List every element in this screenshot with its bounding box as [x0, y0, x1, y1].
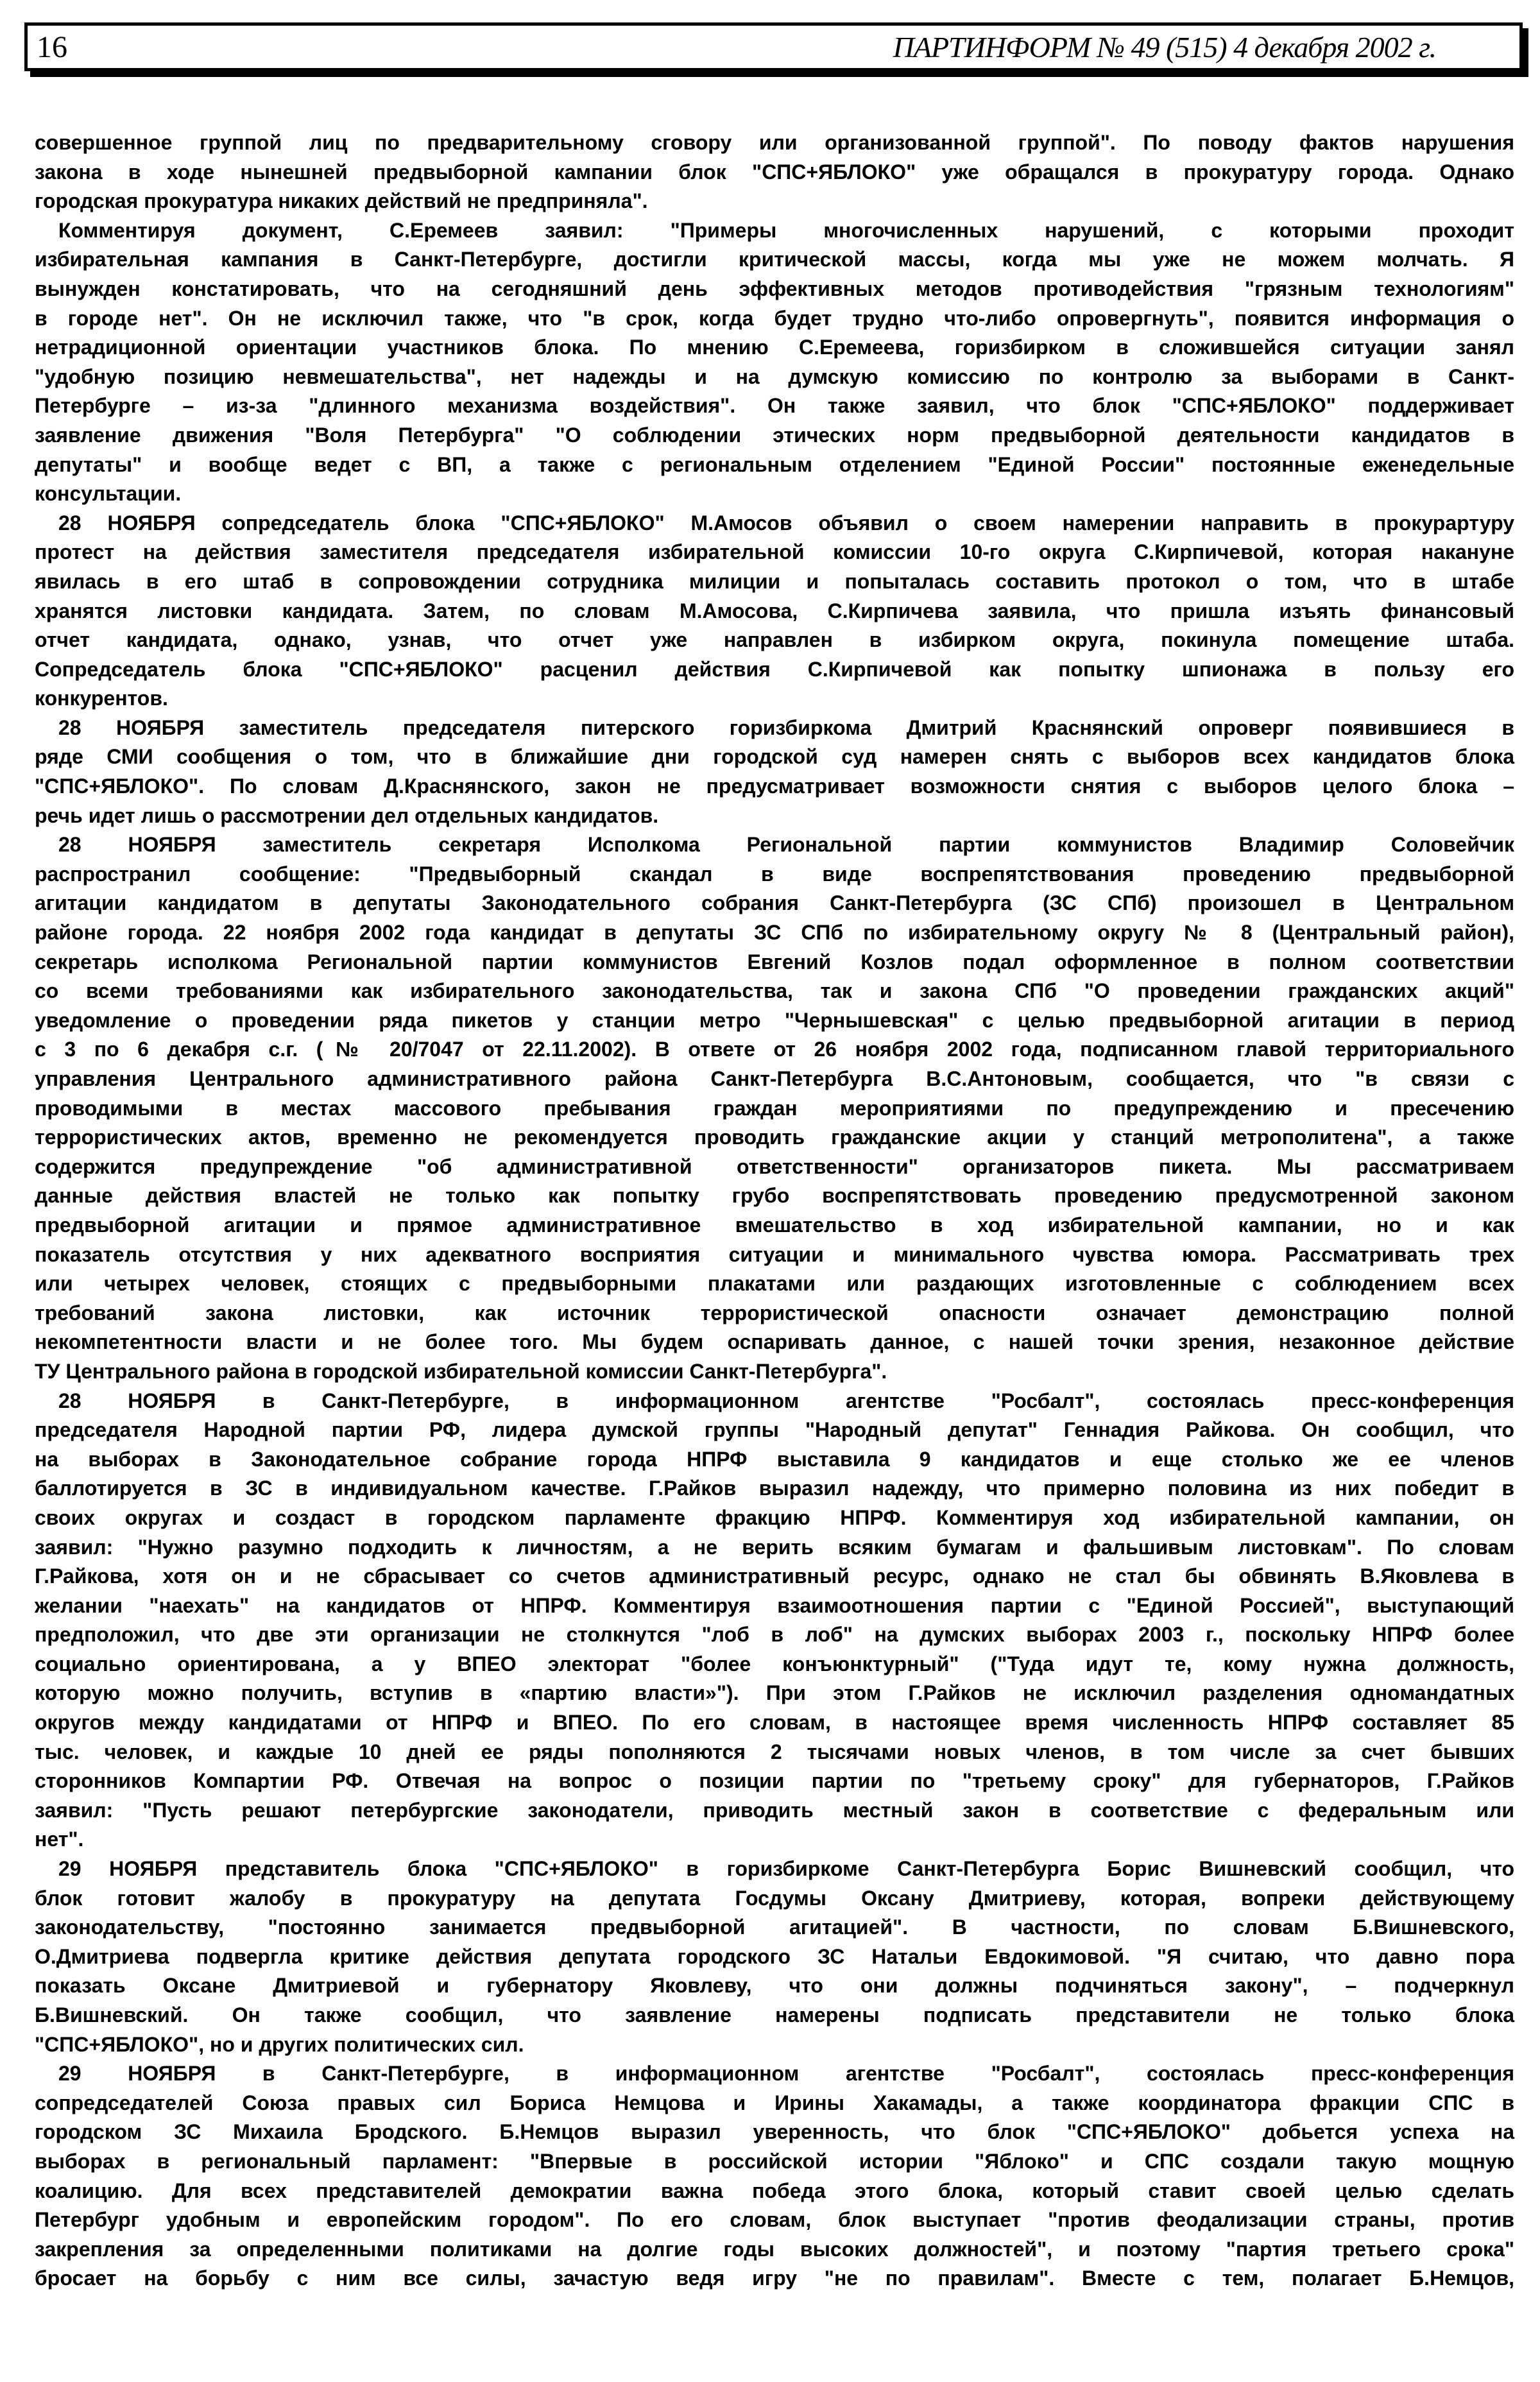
text-line: которую можно получить, вступив в «партию власти»"). При этом Г.Райков не исключил разделения одномандатных — [35, 1681, 1514, 1705]
text-line: районе города. 22 ноября 2002 года кандидат в депутаты ЗС СПб по избирательному округу № 8 (Центральный район), — [35, 921, 1514, 945]
text-line: бросает на борьбу с ним все силы, зачастую ведя игру "не по правилам". Вместе с тем, полагает Б.Немцов, — [35, 2266, 1514, 2290]
paragraph — [35, 1855, 1514, 2059]
text-line: нетрадиционной ориентации участников блока. По мнению С.Еремеева, горизбирком в сложившейся ситуации занял — [35, 336, 1514, 359]
text-line: заявил: "Пусть решают петербургские законодатели, приводить местный закон в соответствие с федеральным или — [35, 1798, 1514, 1822]
text-line: тыс. человек, и каждые 10 дней ее ряды пополняются 2 тысячами новых членов, в том числе за счет бывших — [35, 1740, 1514, 1763]
text-line: 28 НОЯБРЯ сопредседатель блока "СПС+ЯБЛОКО" М.Амосов объявил о своем намерении направить в прокурартуру — [58, 511, 1514, 535]
text-line: городском ЗС Михаила Бродского. Б.Немцов выразил уверенность, что блок "СПС+ЯБЛОКО" добьется успеха на — [35, 2120, 1514, 2144]
text-line: хранятся листовки кандидата. Затем, по словам М.Амосова, С.Кирпичева заявила, что пришла изъять финансовый — [35, 599, 1514, 622]
text-line: вынужден констатировать, что на сегодняшний день эффективных методов противодействия "грязным технологиям" — [35, 277, 1514, 300]
text-line: 28 НОЯБРЯ в Санкт-Петербурге, в информационном агентстве "Росбалт", состоялась пресс-конференция — [58, 1389, 1514, 1412]
text-line: со всеми требованиями как избирательного законодательства, так и закона СПб "О проведении гражданских акций" — [35, 979, 1514, 1003]
text-line: или четырех человек, стоящих с предвыборными плакатами или раздающих изготовленные с соблюдением всех — [35, 1272, 1514, 1296]
text-line: агитации кандидатом в депутаты Законодательного собрания Санкт-Петербурга (ЗС СПб) произошел в Центральном — [35, 891, 1514, 915]
text-line: уведомление о проведении ряда пикетов у станции метро "Чернышевская" с целью предвыборной агитации в период — [35, 1008, 1514, 1032]
text-line: баллотируется в ЗС в индивидуальном качестве. Г.Райков выразил надежду, что примерно половина из них победит в — [35, 1477, 1514, 1500]
text-line: Петербург удобным и европейским городом". По его словам, блок выступает "против феодализации страны, против — [35, 2208, 1514, 2232]
text-line: сторонников Компартии РФ. Отвечая на вопрос о позиции партии по "третьему сроку" для губернаторов, Г.Райков — [35, 1769, 1514, 1793]
text-line: блок готовит жалобу в прокуратуру на депутата Госдумы Оксану Дмитриеву, которая, вопреки действующему — [35, 1886, 1514, 1910]
text-line: ряде СМИ сообщения о том, что в ближайшие дни городской суд намерен снять с выборов всех кандидатов блока — [35, 745, 1514, 769]
text-line: отчет кандидата, однако, узнав, что отчет уже направлен в избирком округа, покинула помещение штаба. — [35, 628, 1514, 652]
text-line: заявление движения "Воля Петербурга" "О соблюдении этических норм предвыборной деятельности кандидатов в — [35, 423, 1514, 447]
text-line: речь идет лишь о рассмотрении дел отдельных кандидатов. — [35, 803, 659, 827]
text-line: председателя Народной партии РФ, лидера думской группы "Народный депутат" Геннадия Райкова. Он сообщил, что — [35, 1418, 1514, 1442]
paragraph — [35, 830, 1514, 1386]
text-line: 28 НОЯБРЯ заместитель председателя питерского горизбиркома Дмитрий Краснянский опроверг появившиеся в — [58, 715, 1514, 739]
text-line: законодательству, "постоянно занимается предвыборной агитацией". В частности, по словам Б.Вишневского, — [35, 1915, 1514, 1939]
publication-title: ПАРТИНФОРМ № 49 (515) 4 декабря 2002 г. — [893, 31, 1436, 64]
text-line: закрепления за определенными политиками на долгие годы высоких должностей", и поэтому "партия третьего срока" — [35, 2237, 1514, 2261]
text-line: показатель отсутствия у них адекватного восприятия ситуации и минимального чувства юмора. Рассматривать трех — [35, 1242, 1514, 1266]
text-line: на выборах в Законодательное собрание города НПРФ выставила 9 кандидатов и еще столько же ее членов — [35, 1447, 1514, 1471]
paragraph — [35, 714, 1514, 830]
text-line: 28 НОЯБРЯ заместитель секретаря Исполкома Региональной партии коммунистов Владимир Соловейчик — [58, 833, 1514, 857]
text-line: желании "наехать" на кандидатов от НПРФ. Комментируя взаимоотношения партии с "Единой Россией", выступающий — [35, 1593, 1514, 1617]
text-line: "СПС+ЯБЛОКО", но и других политических сил. — [35, 2032, 524, 2056]
text-line: конкурентов. — [35, 687, 168, 710]
paragraph — [35, 509, 1514, 714]
text-line: в городе нет". Он не исключил также, что "в срок, когда будет трудно что-либо опровергнуть", появится информация о — [35, 306, 1514, 330]
text-line: ТУ Центрального района в городской избирательной комиссии Санкт-Петербурга". — [35, 1359, 887, 1383]
text-line: содержится предупреждение "об административной ответственности" организаторов пикета. Мы рассматриваем — [35, 1154, 1514, 1178]
text-line: 29 НОЯБРЯ в Санкт-Петербурге, в информационном агентстве "Росбалт", состоялась пресс-конференция — [58, 2062, 1514, 2086]
text-line: "удобную позицию невмешательства", нет надежды и на думскую комиссию по контролю за выборами в Санкт- — [35, 364, 1514, 388]
text-line: консультации. — [35, 482, 182, 506]
article-body — [35, 128, 1514, 2293]
text-line: Петербурге – из-за "длинного механизма воздействия". Он также заявил, что блок "СПС+ЯБЛОКО" поддерживает — [35, 394, 1514, 418]
text-line: секретарь исполкома Региональной партии коммунистов Евгений Козлов подал оформленное в полном соответствии — [35, 950, 1514, 973]
text-line: проводимыми в местах массового пребывания граждан мероприятиями по предупреждению и пресечению — [35, 1096, 1514, 1120]
text-line: показать Оксане Дмитриевой и губернатору Яковлеву, что они должны подчиняться закону", – подчеркнул — [35, 1974, 1514, 1998]
text-line: своих округах и создаст в городском парламенте фракцию НПРФ. Комментируя ход избирательной кампании, он — [35, 1505, 1514, 1529]
text-line: "СПС+ЯБЛОКО". По словам Д.Краснянского, закон не предусматривает возможности снятия с выборов целого блока – — [35, 775, 1514, 798]
page-header — [24, 22, 1523, 71]
text-line: с 3 по 6 декабря с.г. (№ 20/7047 от 22.11.2002). В ответе от 26 ноября 2002 года, подписанном главой территориального — [35, 1038, 1514, 1061]
text-line: Б.Вишневский. Он также сообщил, что заявление намерены подписать представители не только блока — [35, 2003, 1514, 2026]
text-line: заявил: "Нужно разумно подходить к личностям, а не верить всяким бумагам и фальшивым листовкам". По словам — [35, 1535, 1514, 1559]
paragraph — [35, 1387, 1514, 1855]
text-line: требований закона листовки, как источник террористической опасности означает демонстрацию полной — [35, 1301, 1514, 1324]
text-line: террористических актов, временно не рекомендуется проводить гражданские акции у станций метрополитена", а также — [35, 1126, 1514, 1149]
text-line: Г.Райкова, хотя он и не сбрасывает со счетов административный ресурс, однако не стал бы обвинять В.Яковлева в — [35, 1564, 1514, 1588]
text-line: округов между кандидатами от НПРФ и ВПЕО. По его словам, в настоящее время численность НПРФ составляет 85 — [35, 1711, 1514, 1735]
text-line: предположил, что две эти организации не столкнутся "лоб в лоб" на думских выборах 2003 г., поскольку НПРФ более — [35, 1623, 1514, 1647]
text-line: 29 НОЯБРЯ представитель блока "СПС+ЯБЛОКО" в горизбиркоме Санкт-Петербурга Борис Вишневский сообщил, что — [58, 1857, 1514, 1881]
paragraph — [35, 2059, 1514, 2293]
text-line: предвыборной агитации и прямое административное вмешательство в ход избирательной кампании, но и как — [35, 1213, 1514, 1237]
text-line: нет". — [35, 1828, 84, 1851]
paragraph — [35, 128, 1514, 216]
text-line: управления Центрального административного района Санкт-Петербурга В.С.Антоновым, сообщается, что "в связи с — [35, 1067, 1514, 1090]
text-line: данные действия властей не только как попытку грубо воспрепятствовать проведению предусмотренной законом — [35, 1184, 1514, 1208]
text-line: депутаты" и вообще ведет с ВП, а также с региональным отделением "Единой России" постоянные еженедельные — [35, 452, 1514, 476]
page-number: 16 — [37, 30, 67, 64]
text-line: некомпетентности власти и не более того. Мы будем оспаривать данное, с нашей точки зрения, незаконное действие — [35, 1330, 1514, 1354]
text-line: явилась в его штаб в сопровождении сотрудника милиции и попыталась составить протокол о том, что в штабе — [35, 569, 1514, 593]
text-line: Сопредседатель блока "СПС+ЯБЛОКО" расценил действия С.Кирпичевой как попытку шпионажа в пользу его — [35, 657, 1514, 681]
text-line: избирательная кампания в Санкт-Петербурге, достигли критической массы, когда мы уже не можем молчать. Я — [35, 248, 1514, 271]
text-line: О.Дмитриева подвергла критике действия депутата городского ЗС Натальи Евдокимовой. "Я считаю, что давно пора — [35, 1944, 1514, 1968]
text-line: совершенное группой лиц по предварительному сговору или организованной группой". По поводу фактов нарушения — [35, 131, 1514, 154]
text-line: протест на действия заместителя председателя избирательной комиссии 10-го округа С.Кирпичевой, которая накануне — [35, 540, 1514, 564]
text-line: сопредседателей Союза правых сил Бориса Немцова и Ирины Хакамады, а также координатора фракции СПС в — [35, 2091, 1514, 2114]
text-line: Комментируя документ, С.Еремеев заявил: "Примеры многочисленных нарушений, с которыми проходит — [58, 218, 1514, 242]
text-line: закона в ходе нынешней предвыборной кампании блок "СПС+ЯБЛОКО" уже обращался в прокуратуру города. Однако — [35, 160, 1514, 184]
text-line: распространил сообщение: "Предвыборный скандал в виде воспрепятствования проведению предвыборной — [35, 862, 1514, 886]
text-line: выборах в региональный парламент: "Впервые в российской истории "Яблоко" и СПС создали такую мощную — [35, 2149, 1514, 2173]
text-line: коалицию. Для всех представителей демократии важна победа этого блока, который ставит своей целью сделать — [35, 2179, 1514, 2202]
text-line: социально ориентирована, а у ВПЕО электорат "более конъюнктурный" ("Туда идут те, кому нужна должность, — [35, 1652, 1514, 1675]
text-line: городская прокуратура никаких действий не предприняла". — [35, 189, 648, 213]
paragraph — [35, 216, 1514, 509]
